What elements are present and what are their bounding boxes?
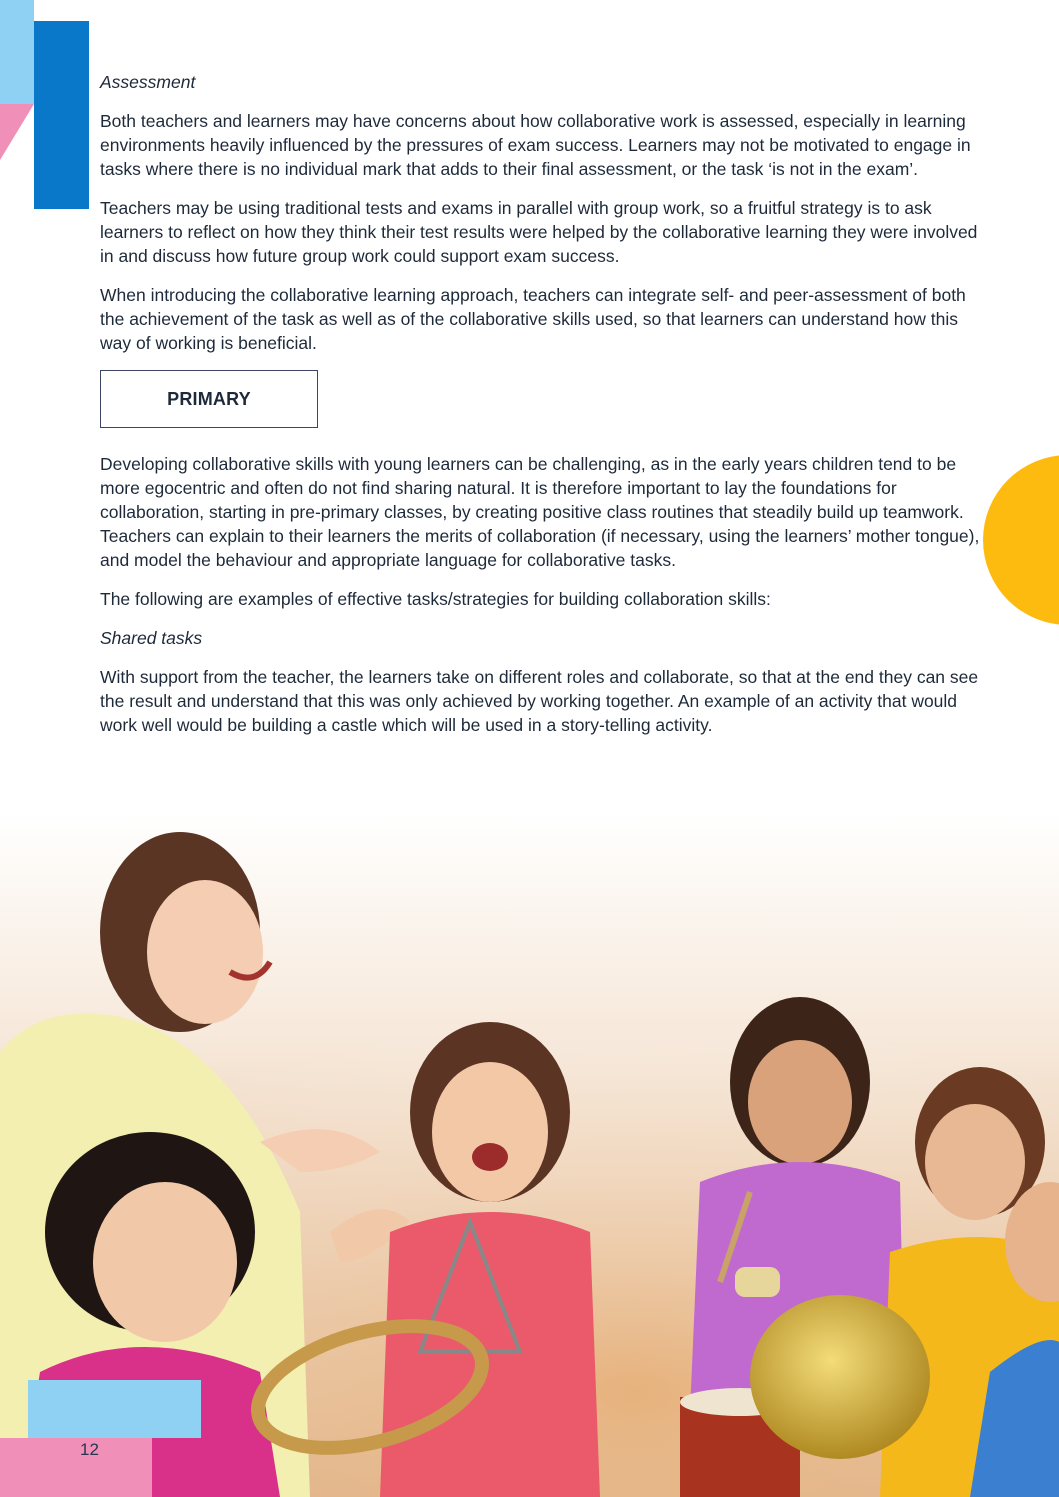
decorative-yellow-circle xyxy=(983,455,1059,625)
primary-section xyxy=(100,452,980,611)
shared-tasks-paragraph: With support from the teacher, the learners take on different roles and collaborate, so that at the end they can see the result and understand that this was only achieved by working together. An example of an activity that would work well would be building a castle which will be used in a story-telling activity. xyxy=(100,667,979,735)
assessment-paragraph: When introducing the collaborative learning approach, teachers can integrate self- and peer-assessment of both the achievement of the task as well as of the collaborative skills used, so that learners can understand how this way of working is beneficial. xyxy=(100,285,966,353)
page-number-pink-block xyxy=(0,1438,152,1497)
assessment-paragraph: Teachers may be using traditional tests and exams in parallel with group work, so a fruitful strategy is to ask learners to reflect on how they think their test results were helped by the collaborative learning they were involved in and discuss how future group work could support exam success. xyxy=(100,198,978,266)
main-text-column xyxy=(100,70,980,752)
primary-label-text: PRIMARY xyxy=(167,389,251,409)
decorative-blue-bar xyxy=(34,21,89,209)
assessment-heading: Assessment xyxy=(100,72,196,92)
assessment-paragraph: Both teachers and learners may have concerns about how collaborative work is assessed, especially in learning environments heavily influenced by the pressures of exam success. Learners may not be motivated to engage in tasks where there is no individual mark that adds to their final assessment, or the task ‘is not in the exam’. xyxy=(100,111,971,179)
decorative-pink-triangle xyxy=(0,104,34,160)
assessment-section xyxy=(100,109,980,355)
page-number: 12 xyxy=(80,1440,99,1459)
decorative-light-blue-block xyxy=(0,0,34,104)
page-number-blue-block xyxy=(28,1380,201,1438)
shared-tasks-heading: Shared tasks xyxy=(100,628,203,648)
cymbal xyxy=(750,1295,930,1459)
primary-paragraph: The following are examples of effective tasks/strategies for building collaboration skills: xyxy=(100,589,771,609)
primary-section-label xyxy=(100,370,318,428)
primary-paragraph: Developing collaborative skills with young learners can be challenging, as in the early years children tend to be more egocentric and often do not find sharing natural. It is therefore important to lay the foundations for collaboration, starting in pre-primary classes, by creating positive class routines that steadily build up teamwork. Teachers can explain to their learners the merits of collaboration (if necessary, using the learners’ mother tongue), and model the behaviour and appropriate language for collaborative tasks. xyxy=(100,454,980,570)
